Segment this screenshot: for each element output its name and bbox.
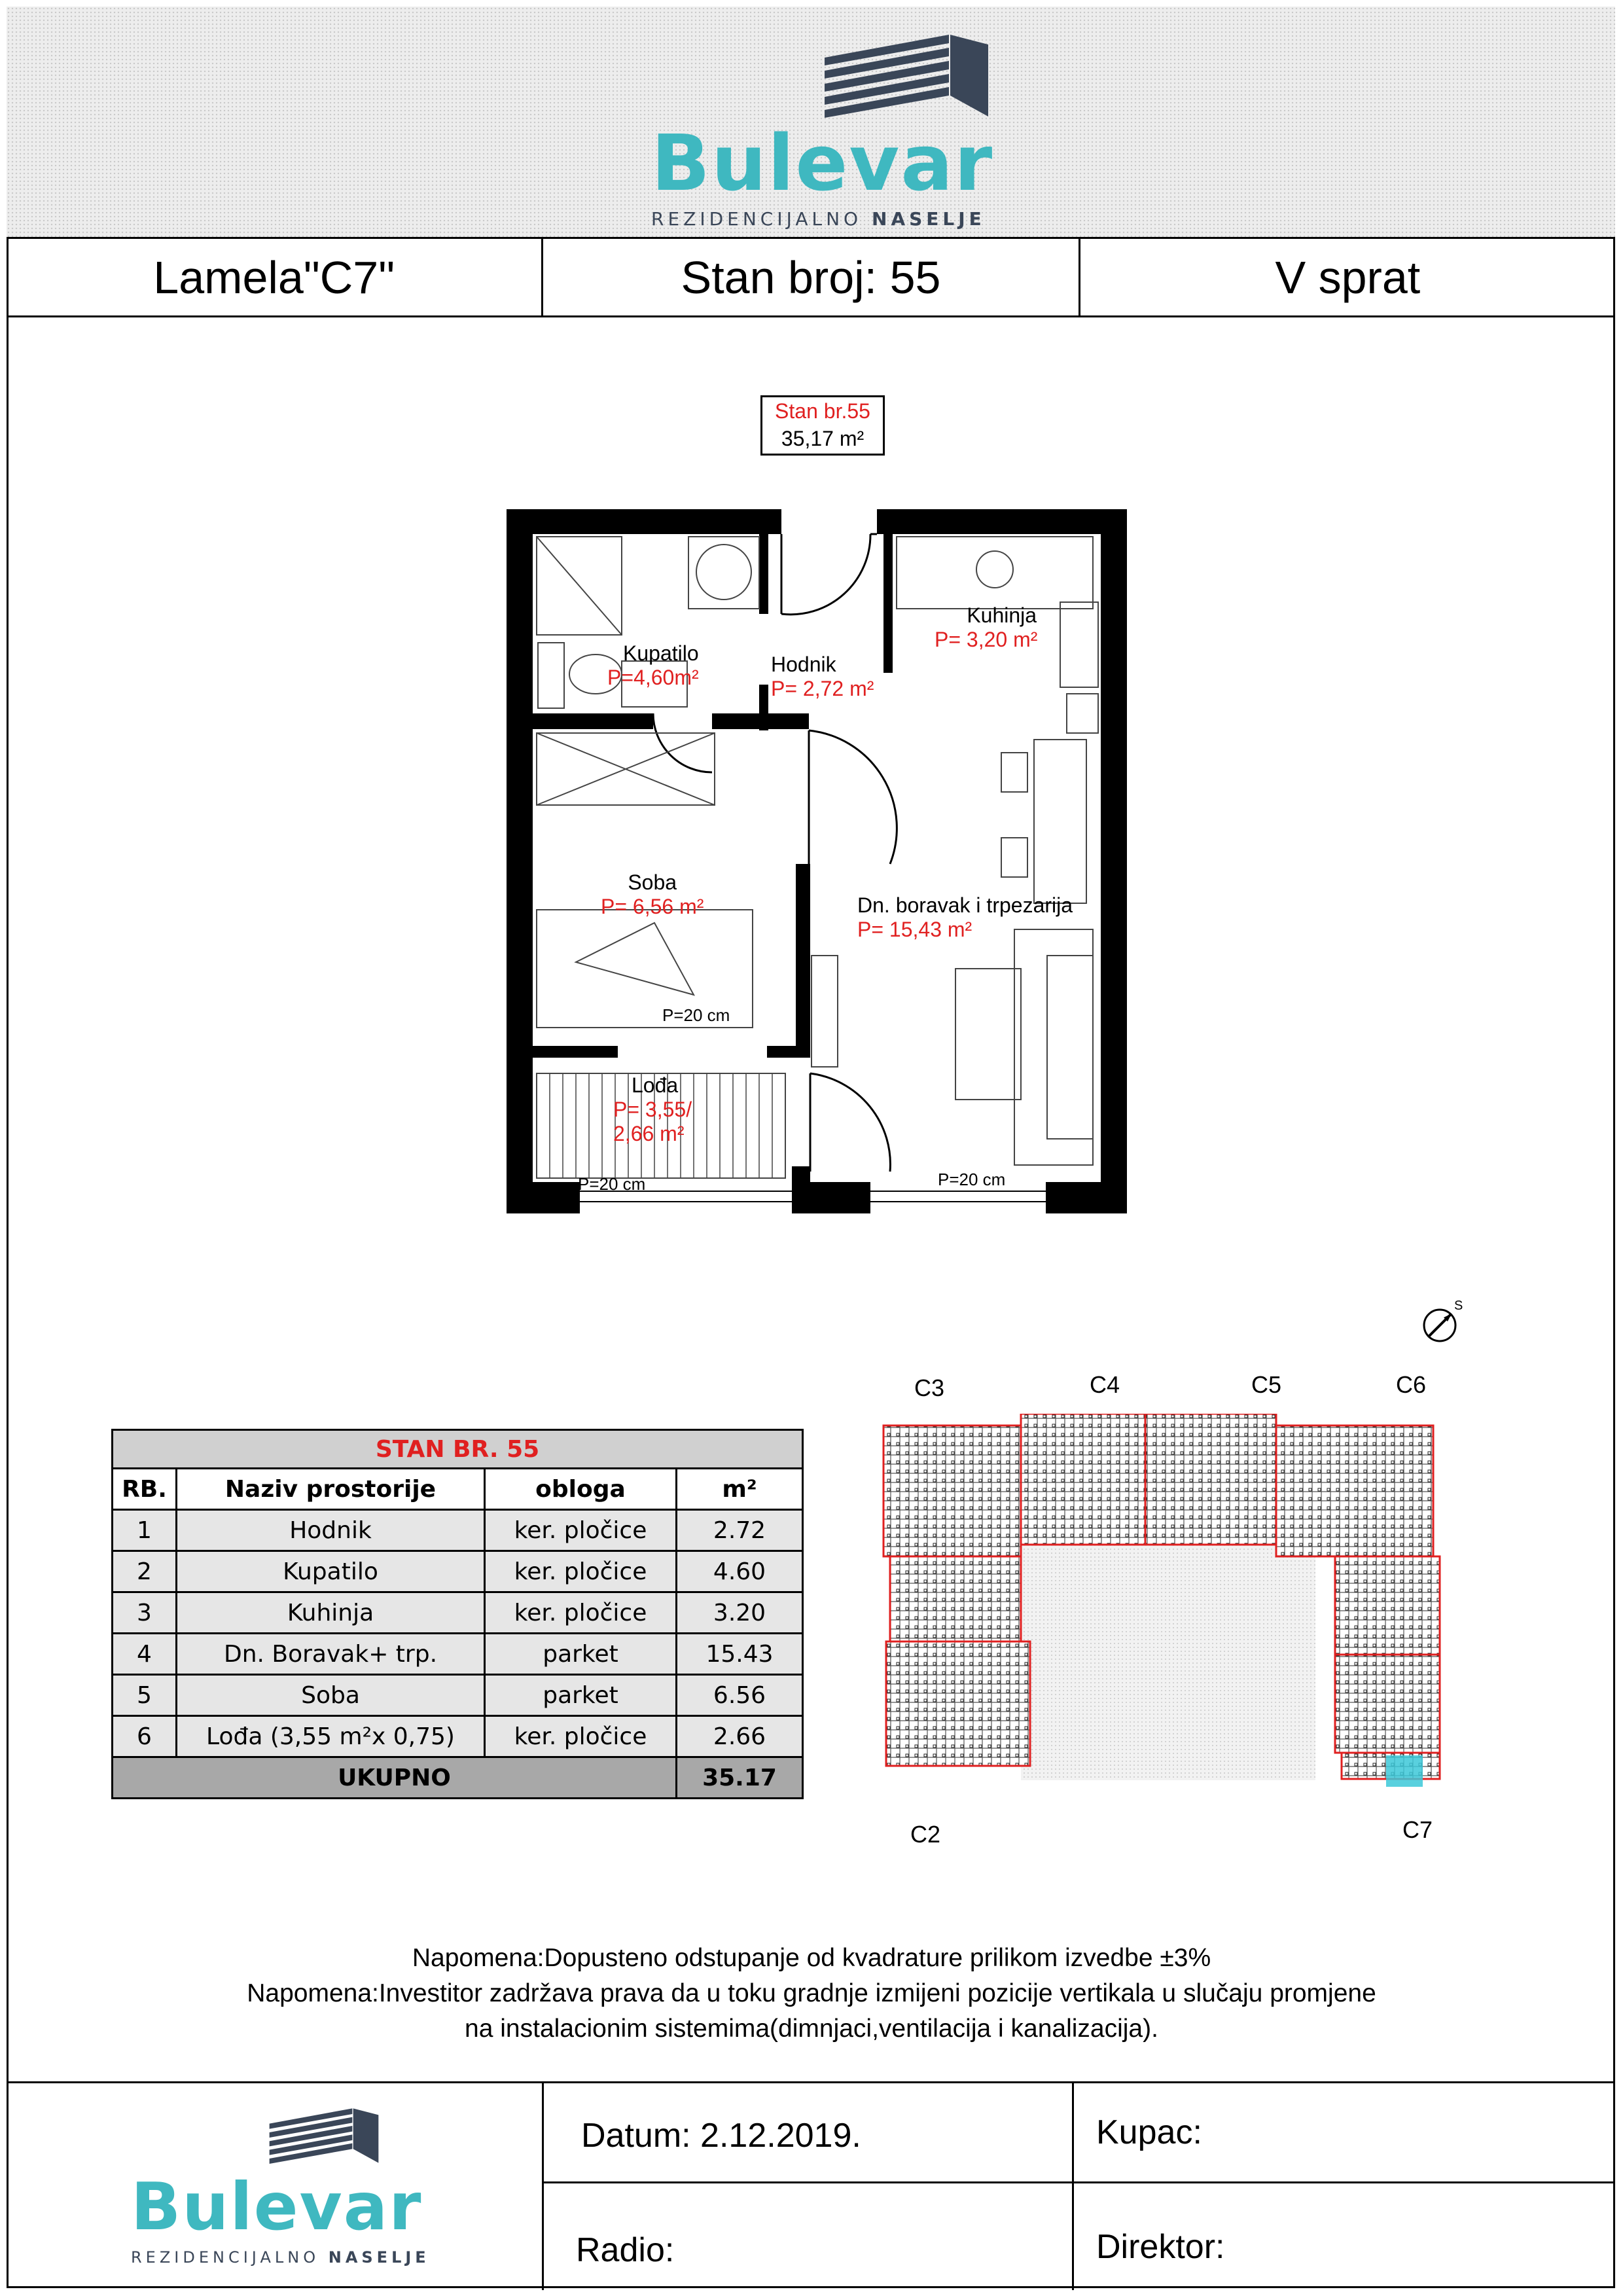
total-value: 35.17	[677, 1757, 803, 1799]
footer-divider	[542, 2181, 1615, 2183]
brand-name: Bulevar	[651, 118, 994, 208]
room-label: Kuhinja	[967, 603, 1037, 627]
note-line: Napomena:Investitor zadržava prava da u toku gradnje izmijeni pozicije vertikala u slučaju promjene	[247, 1979, 1376, 2007]
lamela-label-c2: C2	[910, 1821, 941, 1848]
room-label: Kupatilo	[623, 641, 699, 665]
table-row	[113, 1592, 803, 1634]
cell-obloga: ker. pločice	[485, 1592, 677, 1634]
radio-field: Radio:	[576, 2231, 675, 2269]
header-band	[7, 7, 1615, 239]
stan-area: 35,17 m²	[781, 427, 865, 450]
table-row	[113, 1675, 803, 1716]
lamela-label-c6: C6	[1396, 1371, 1427, 1398]
room-boravak	[857, 893, 1073, 942]
cell-obloga: ker. pločice	[485, 1551, 677, 1592]
room-area: P= 6,56 m²	[601, 895, 704, 918]
notes-block	[0, 1941, 1623, 2047]
lamela-label-c5: C5	[1251, 1371, 1282, 1398]
footer-divider	[542, 2083, 544, 2290]
key-plan	[877, 1414, 1492, 1833]
brand-subtitle-plain: REZIDENCIJALNO	[131, 2248, 320, 2267]
direktor-field: Direktor:	[1096, 2228, 1225, 2266]
brand-subtitle-bold: NASELJE	[872, 208, 986, 230]
cell-rb: 1	[113, 1510, 177, 1551]
table-row	[113, 1716, 803, 1757]
datum-field: Datum: 2.12.2019.	[581, 2117, 861, 2155]
footer	[7, 2081, 1615, 2288]
brand-subtitle-plain: REZIDENCIJALNO	[651, 208, 863, 230]
cell-m2: 6.56	[677, 1675, 803, 1716]
header-rb: RB.	[113, 1469, 177, 1510]
cell-m2: 2.72	[677, 1510, 803, 1551]
cell-rb: 3	[113, 1592, 177, 1634]
sprat-title: V sprat	[1275, 251, 1421, 303]
stan-title: Stan broj: 55	[543, 239, 1080, 315]
cell-m2: 4.60	[677, 1551, 803, 1592]
cell-m2: 3.20	[677, 1592, 803, 1634]
building-logo-icon	[798, 18, 995, 123]
cell-rb: 4	[113, 1634, 177, 1675]
cell-obloga: ker. pločice	[485, 1510, 677, 1551]
room-label: Dn. boravak i trpezarija	[857, 893, 1073, 917]
cell-naziv: Lođa (3,55 m²x 0,75)	[177, 1716, 485, 1757]
room-label: Hodnik	[771, 653, 836, 676]
room-area: P= 15,43 m²	[857, 918, 972, 941]
stan-info-box	[760, 395, 885, 456]
cell-rb: 2	[113, 1551, 177, 1592]
room-hodnik	[771, 653, 874, 701]
cell-obloga: parket	[485, 1675, 677, 1716]
lamela-label-c7: C7	[1402, 1816, 1433, 1843]
stan-name: Stan br.55	[775, 399, 870, 423]
room-area: P= 3,55/	[613, 1098, 692, 1121]
floor-plan	[497, 497, 1178, 1230]
rooms-table	[111, 1429, 804, 1799]
room-area: P=4,60m²	[607, 666, 699, 689]
room-kuhinja	[935, 603, 1037, 652]
header-naziv: Naziv prostorije	[177, 1469, 485, 1510]
compass-icon	[1420, 1293, 1472, 1345]
cell-naziv: Dn. Boravak+ trp.	[177, 1634, 485, 1675]
building-logo-icon	[252, 2096, 383, 2168]
lamela-title: Lamela"C7"	[7, 239, 543, 315]
footer-brand-subtitle	[131, 2248, 430, 2267]
room-area-reduced: 2,66 m²	[613, 1122, 685, 1145]
room-label: Soba	[628, 870, 677, 894]
brand-subtitle-bold: NASELJE	[328, 2248, 430, 2267]
parapet-label: P=20 cm	[662, 1005, 730, 1025]
lamela-label-c4: C4	[1090, 1371, 1120, 1398]
kupac-field: Kupac:	[1096, 2113, 1202, 2151]
cell-rb: 6	[113, 1716, 177, 1757]
cell-naziv: Hodnik	[177, 1510, 485, 1551]
cell-obloga: parket	[485, 1634, 677, 1675]
cell-naziv: Kupatilo	[177, 1551, 485, 1592]
table-total-row	[113, 1757, 803, 1799]
header-obloga: obloga	[485, 1469, 677, 1510]
total-label: UKUPNO	[113, 1757, 677, 1799]
room-label: Lođa	[632, 1073, 679, 1097]
room-kupatilo	[607, 641, 699, 690]
table-row	[113, 1551, 803, 1592]
table-row	[113, 1510, 803, 1551]
cell-m2: 15.43	[677, 1634, 803, 1675]
parapet-label: P=20 cm	[938, 1170, 1006, 1189]
compass-letter: S	[1454, 1299, 1463, 1313]
parapet-label: P=20 cm	[578, 1174, 646, 1194]
table-caption: STAN BR. 55	[113, 1430, 803, 1469]
cell-m2: 2.66	[677, 1716, 803, 1757]
note-line: na instalacionim sistemima(dimnjaci,ventilacija i kanalizacija).	[465, 2015, 1158, 2043]
room-soba	[601, 870, 704, 919]
footer-brand-name: Bulevar	[131, 2168, 423, 2245]
brand-subtitle	[651, 208, 986, 230]
room-area: P= 3,20 m²	[935, 628, 1038, 651]
table-row	[113, 1634, 803, 1675]
cell-naziv: Soba	[177, 1675, 485, 1716]
cell-obloga: ker. pločice	[485, 1716, 677, 1757]
room-lodja	[613, 1073, 692, 1146]
lamela-label-c3: C3	[914, 1374, 945, 1401]
note-line: Napomena:Dopusteno odstupanje od kvadrature prilikom izvedbe ±3%	[412, 1944, 1211, 1972]
table-header-row	[113, 1469, 803, 1510]
current-unit-highlight	[1386, 1755, 1423, 1787]
title-bar	[7, 239, 1615, 317]
header-m2: m²	[677, 1469, 803, 1510]
footer-divider	[1072, 2083, 1074, 2290]
cell-rb: 5	[113, 1675, 177, 1716]
cell-naziv: Kuhinja	[177, 1592, 485, 1634]
room-area: P= 2,72 m²	[771, 677, 874, 700]
